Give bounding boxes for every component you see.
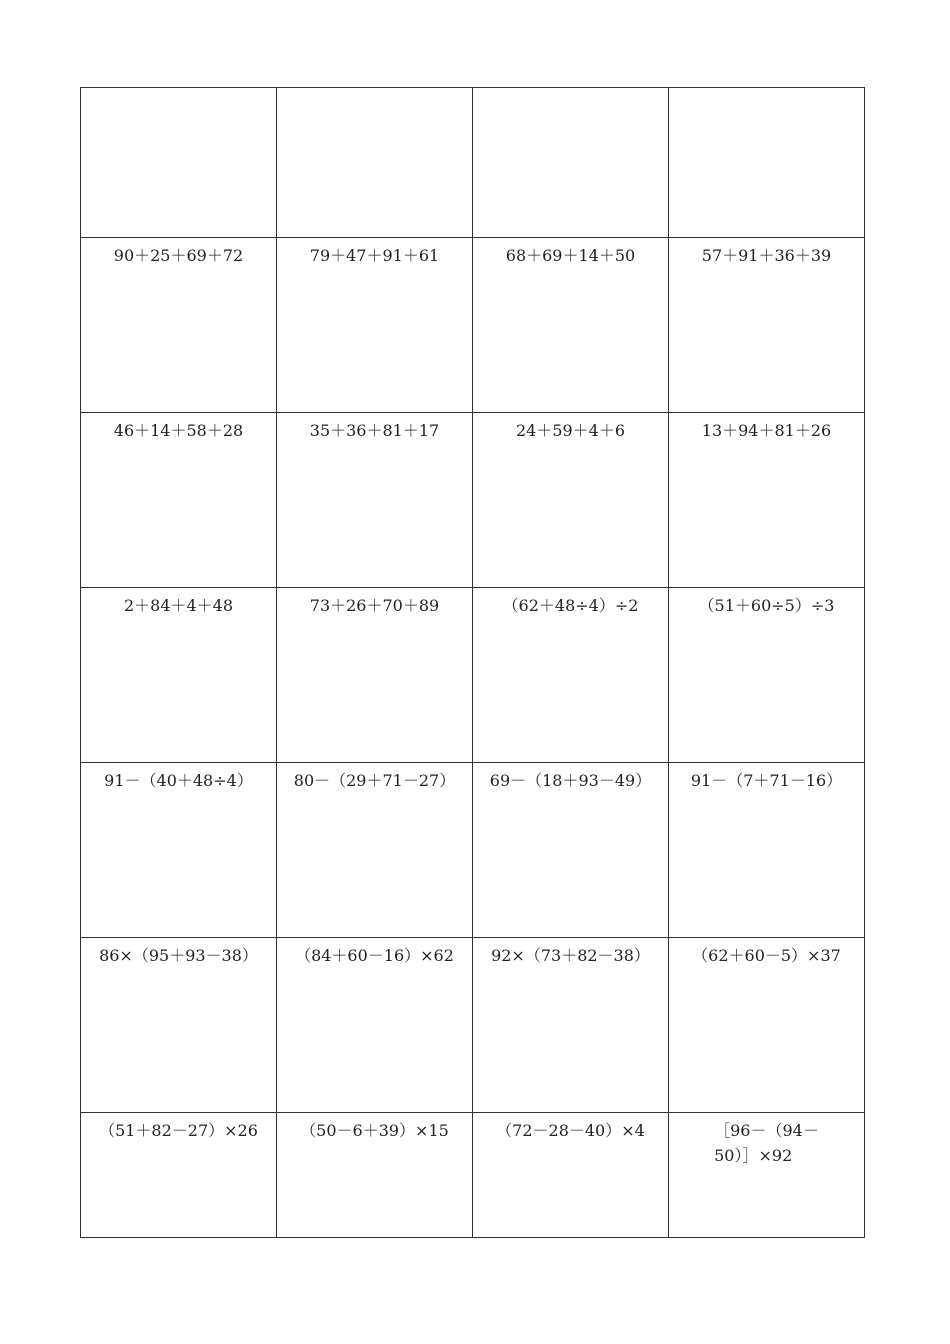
table-cell xyxy=(277,938,473,1113)
expression-text: 91－（40＋48÷4） xyxy=(104,771,253,790)
arithmetic-worksheet-table xyxy=(80,87,865,1238)
expression-text: 91－（7＋71－16） xyxy=(690,771,843,790)
table-row xyxy=(81,413,865,588)
expression-text: 79＋47＋91＋61 xyxy=(309,246,440,265)
table-cell xyxy=(669,88,865,238)
table-cell xyxy=(473,1113,669,1238)
table-cell xyxy=(277,588,473,763)
table-cell xyxy=(81,1113,277,1238)
expression-text: （50－6＋39）×15 xyxy=(300,1121,449,1140)
table-cell xyxy=(277,763,473,938)
table-row xyxy=(81,88,865,238)
table-row xyxy=(81,763,865,938)
expression-text: 80－（29＋71－27） xyxy=(293,771,456,790)
table-cell xyxy=(81,763,277,938)
table-cell xyxy=(669,413,865,588)
table-cell xyxy=(473,238,669,413)
table-cell xyxy=(669,588,865,763)
table-cell xyxy=(81,938,277,1113)
table-cell xyxy=(277,238,473,413)
expression-text: ［96－（94－ 50）］×92 xyxy=(714,1121,819,1165)
table-cell xyxy=(81,238,277,413)
table-cell xyxy=(81,413,277,588)
expression-text: 90＋25＋69＋72 xyxy=(113,246,244,265)
table-cell xyxy=(473,938,669,1113)
expression-text: 24＋59＋4＋6 xyxy=(515,421,626,440)
table-row xyxy=(81,588,865,763)
table-cell xyxy=(473,88,669,238)
table-cell xyxy=(669,938,865,1113)
table-cell xyxy=(473,413,669,588)
expression-text: 46＋14＋58＋28 xyxy=(113,421,244,440)
expression-text: （51＋60÷5）÷3 xyxy=(698,596,835,615)
table-cell xyxy=(277,88,473,238)
expression-text: 73＋26＋70＋89 xyxy=(309,596,440,615)
expression-text: 68＋69＋14＋50 xyxy=(505,246,636,265)
table-row xyxy=(81,938,865,1113)
expression-text: （62＋48÷4）÷2 xyxy=(502,596,639,615)
expression-text: 2＋84＋4＋48 xyxy=(123,596,234,615)
expression-text: 92×（73＋82－38） xyxy=(491,946,650,965)
expression-text: 86×（95＋93－38） xyxy=(99,946,258,965)
expression-text: 69－（18＋93－49） xyxy=(489,771,652,790)
table-row xyxy=(81,238,865,413)
expression-text: 13＋94＋81＋26 xyxy=(701,421,832,440)
table-cell xyxy=(277,1113,473,1238)
expression-text: （62＋60－5）×37 xyxy=(692,946,841,965)
expression-text: 35＋36＋81＋17 xyxy=(309,421,440,440)
table-cell xyxy=(81,88,277,238)
table-cell xyxy=(669,1113,865,1238)
expression-text: （84＋60－16）×62 xyxy=(295,946,454,965)
table-row xyxy=(81,1113,865,1238)
expression-text: （72－28－40）×4 xyxy=(496,1121,645,1140)
expression-text: （51＋82－27）×26 xyxy=(99,1121,258,1140)
expression-text: 57＋91＋36＋39 xyxy=(701,246,832,265)
table-cell xyxy=(473,588,669,763)
table-cell xyxy=(473,763,669,938)
table-cell xyxy=(669,238,865,413)
table-cell xyxy=(669,763,865,938)
table-cell xyxy=(277,413,473,588)
table-cell xyxy=(81,588,277,763)
